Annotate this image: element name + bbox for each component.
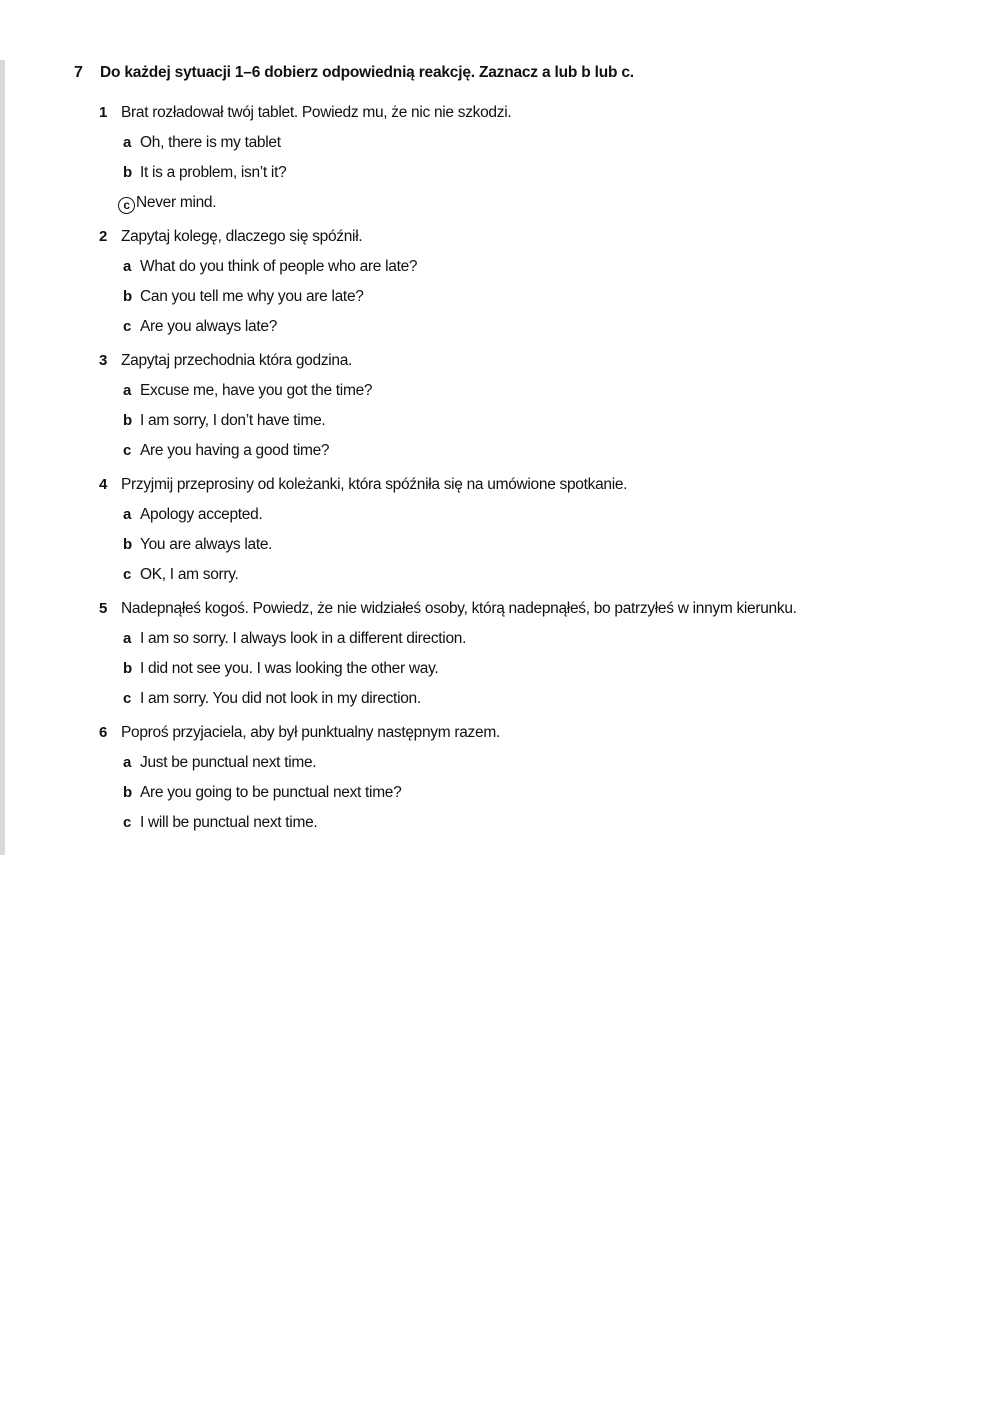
question-prompt: Zapytaj przechodnia która godzina. [121, 352, 353, 369]
option-letter: c [123, 690, 132, 707]
question-prompt: Brat rozładował twój tablet. Powiedz mu, że nic nie szkodzi. [121, 104, 512, 121]
question-prompt: Przyjmij przeprosiny od koleżanki, która spóźniła się na umówione spotkanie. [121, 476, 628, 493]
option-c-selected[interactable] [123, 194, 974, 214]
option-letter: b [123, 536, 132, 553]
option-a[interactable] [123, 382, 974, 402]
question-prompt-line [99, 104, 974, 124]
left-margin-rule [0, 60, 5, 855]
question-item [74, 228, 974, 338]
option-letter: a [123, 630, 132, 647]
option-text: OK, I am sorry. [140, 566, 239, 583]
option-text: Just be punctual next time. [140, 754, 317, 771]
option-list [74, 258, 974, 338]
question-item [74, 724, 974, 834]
option-letter: c [123, 318, 132, 335]
option-b[interactable] [123, 288, 974, 308]
option-letter: c [123, 814, 132, 831]
option-text: I am sorry, I don’t have time. [140, 412, 326, 429]
option-list [74, 754, 974, 834]
option-letter: c [123, 442, 132, 459]
option-letter: b [123, 784, 132, 801]
circled-selection-mark: c [118, 197, 135, 214]
question-number: 4 [99, 476, 108, 493]
option-text: It is a problem, isn’t it? [140, 164, 287, 181]
option-b[interactable] [123, 412, 974, 432]
question-prompt-line [99, 600, 974, 620]
question-item [74, 600, 974, 710]
option-text: You are always late. [140, 536, 273, 553]
option-b[interactable] [123, 784, 974, 804]
exercise [74, 64, 974, 834]
exercise-instruction: Do każdej sytuacji 1–6 dobierz odpowiednią reakcję. Zaznacz a lub b lub c. [100, 64, 634, 81]
option-text: Can you tell me why you are late? [140, 288, 364, 305]
option-letter: a [123, 754, 132, 771]
option-b[interactable] [123, 164, 974, 184]
question-list [74, 104, 974, 834]
question-number: 2 [99, 228, 108, 245]
exercise-number: 7 [74, 64, 83, 81]
option-b[interactable] [123, 660, 974, 680]
question-prompt-line [99, 724, 974, 744]
question-prompt-line [99, 352, 974, 372]
option-c[interactable] [123, 318, 974, 338]
question-prompt-line [99, 476, 974, 496]
option-b[interactable] [123, 536, 974, 556]
option-text: Are you going to be punctual next time? [140, 784, 402, 801]
option-c[interactable] [123, 690, 974, 710]
option-a[interactable] [123, 506, 974, 526]
question-number: 1 [99, 104, 108, 121]
question-prompt-line [99, 228, 974, 248]
option-text: Apology accepted. [140, 506, 263, 523]
option-letter: a [123, 382, 132, 399]
option-c[interactable] [123, 566, 974, 586]
question-item [74, 104, 974, 214]
option-letter: a [123, 258, 132, 275]
question-number: 5 [99, 600, 108, 617]
question-prompt: Nadepnąłeś kogoś. Powiedz, że nie widziałeś osoby, którą nadepnąłeś, bo patrzyłeś w innym kierunku. [121, 600, 797, 617]
option-text: What do you think of people who are late? [140, 258, 418, 275]
option-text: Oh, there is my tablet [140, 134, 281, 151]
option-c[interactable] [123, 814, 974, 834]
option-text: Never mind. [136, 194, 217, 211]
option-text: Are you having a good time? [140, 442, 330, 459]
question-number: 3 [99, 352, 108, 369]
question-prompt: Zapytaj kolegę, dlaczego się spóźnił. [121, 228, 363, 245]
option-text: Are you always late? [140, 318, 278, 335]
option-letter: b [123, 660, 132, 677]
option-text: I am sorry. You did not look in my direction. [140, 690, 421, 707]
option-list [74, 506, 974, 586]
question-prompt: Poproś przyjaciela, aby był punktualny następnym razem. [121, 724, 500, 741]
option-list [74, 382, 974, 462]
option-a[interactable] [123, 134, 974, 154]
option-letter: b [123, 412, 132, 429]
option-letter: c [123, 566, 132, 583]
exercise-header [74, 64, 974, 88]
option-list [74, 134, 974, 214]
option-text: Excuse me, have you got the time? [140, 382, 373, 399]
option-letter: a [123, 506, 132, 523]
option-letter: b [123, 288, 132, 305]
option-text: I am so sorry. I always look in a different direction. [140, 630, 467, 647]
question-number: 6 [99, 724, 108, 741]
option-text: I did not see you. I was looking the other way. [140, 660, 439, 677]
option-c[interactable] [123, 442, 974, 462]
option-text: I will be punctual next time. [140, 814, 318, 831]
option-a[interactable] [123, 630, 974, 650]
option-a[interactable] [123, 754, 974, 774]
option-list [74, 630, 974, 710]
question-item [74, 476, 974, 586]
option-a[interactable] [123, 258, 974, 278]
option-letter: b [123, 164, 132, 181]
option-letter: a [123, 134, 132, 151]
question-item [74, 352, 974, 462]
